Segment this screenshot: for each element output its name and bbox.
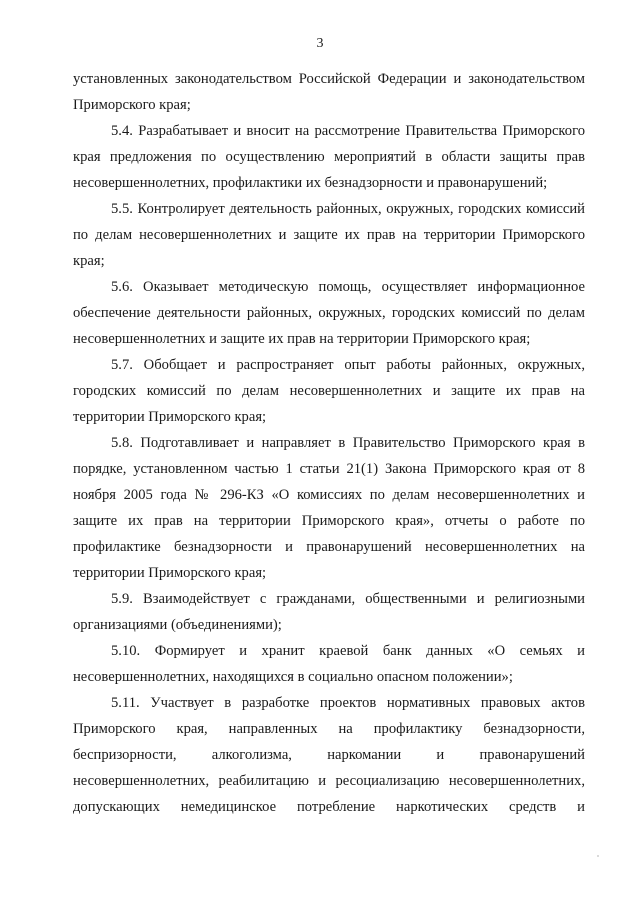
paragraph-5-5: 5.5. Контролирует деятельность районных, окружных, городских комиссий по делам несовершеннолетних и защите их прав на территории Приморского края; xyxy=(73,201,585,269)
paragraph-5-9: 5.9. Взаимодействует с гражданами, общественными и религиозными организациями (объединениями); xyxy=(73,591,585,633)
paragraph-5-11: 5.11. Участвует в разработке проектов нормативных правовых актов Приморского края, направленных на профилактику безнадзорности, беспризорности, алкоголизма, наркомании и правонарушений несовершеннолетних, реабилитацию и ресоциализацию несовершеннолетних, допускающих немедицинское потребление наркотических средств и xyxy=(73,695,585,815)
paragraph-5-6: 5.6. Оказывает методическую помощь, осуществляет информационное обеспечение деятельности районных, окружных, городских комиссий по делам несовершеннолетних и защите их прав на территории Приморского края; xyxy=(73,279,585,347)
paragraph-continuation: установленных законодательством Российской Федерации и законодательством Приморского края; xyxy=(73,71,585,113)
paragraph-5-7: 5.7. Обобщает и распространяет опыт работы районных, окружных, городских комиссий по делам несовершеннолетних и защите их прав на территории Приморского края; xyxy=(73,357,585,425)
document-body xyxy=(73,66,585,820)
paragraph-5-4: 5.4. Разрабатывает и вносит на рассмотрение Правительства Приморского края предложения по осуществлению мероприятий в области защиты прав несовершеннолетних, профилактики их безнадзорности и правонарушений; xyxy=(73,123,585,191)
scan-speck xyxy=(597,855,599,857)
page-number: 3 xyxy=(316,36,324,51)
paragraph-5-10: 5.10. Формирует и хранит краевой банк данных «О семьях и несовершеннолетних, находящихся в социально опасном положении»; xyxy=(73,643,585,685)
paragraph-5-8: 5.8. Подготавливает и направляет в Правительство Приморского края в порядке, установленном частью 1 статьи 21(1) Закона Приморского края от 8 ноября 2005 года № 296-КЗ «О комиссиях по делам несовершеннолетних и защите их прав на территории Приморского края», отчеты о работе по профилактике безнадзорности и правонарушений несовершеннолетних на территории Приморского края; xyxy=(73,435,585,581)
